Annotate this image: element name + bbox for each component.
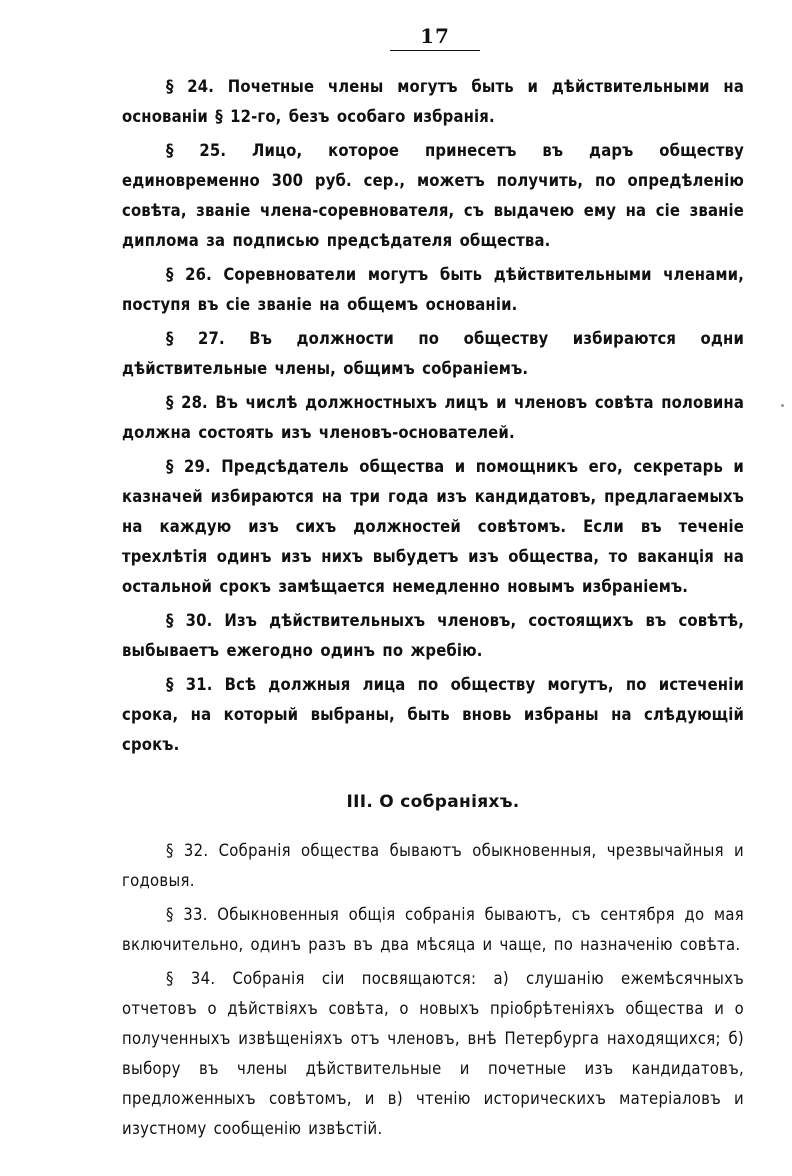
- document-body: [122, 72, 744, 1148]
- page-number: 17: [420, 24, 450, 48]
- paragraph-28: § 28. Въ числѣ должностныхъ лицъ и членовъ совѣта половина должна состоять изъ членовъ-основателей.: [122, 393, 744, 442]
- paragraph-24: § 24. Почетные члены могутъ быть и дѣйствительными на основаніи § 12-го, безъ особаго избранія.: [122, 77, 744, 126]
- paragraph-29: § 29. Предсѣдатель общества и помощникъ его, секретарь и казначей избираются на три года изъ кандидатовъ, предлагаемыхъ на каждую изъ сихъ должностей совѣтомъ. Если въ теченіе трехлѣтія одинъ изъ нихъ выбудетъ изъ общества, то ваканція на остальной срокъ замѣщается немедленно новымъ избраніемъ.: [122, 457, 744, 596]
- paragraph-31: § 31. Всѣ должныя лица по обществу могутъ, по истеченіи срока, на который выбраны, быть вновь избраны на слѣдующій срокъ.: [122, 675, 744, 754]
- paragraph-25: § 25. Лицо, которое принесетъ въ даръ обществу единовременно 300 руб. сер., можетъ получить, по опредѣленію совѣта, званіе члена-соревнователя, съ выдачею ему на сіе званіе диплома за подписью предсѣдателя общества.: [122, 141, 744, 250]
- paragraph-26: § 26. Соревнователи могутъ быть дѣйствительными членами, поступя въ сіе званіе на общемъ основаніи.: [122, 265, 744, 314]
- paragraph-30: § 30. Изъ дѣйствительныхъ членовъ, состоящихъ въ совѣтѣ, выбываетъ ежегодно одинъ по жребію.: [122, 611, 744, 660]
- section-heading: III. О собраніяхъ.: [346, 792, 520, 812]
- scan-speck: [781, 404, 784, 407]
- paragraph-32: § 32. Собранія общества бываютъ обыкновенныя, чрезвычайныя и годовыя.: [122, 841, 744, 890]
- paragraph-33: § 33. Обыкновенныя общія собранія бываютъ, съ сентября до мая включительно, одинъ разъ въ два мѣсяца и чаще, по назначенію совѣта.: [122, 905, 744, 954]
- paragraph-27: § 27. Въ должности по обществу избираются одни дѣйствительные члены, общимъ собраніемъ.: [122, 329, 744, 378]
- page-number-rule: [390, 50, 480, 51]
- paragraph-34: § 34. Собранія сіи посвящаются: а) слушанію ежемѣсячныхъ отчетовъ о дѣйствіяхъ совѣта, о новыхъ пріобрѣтеніяхъ общества и о полученныхъ извѣщеніяхъ отъ членовъ, внѣ Петербурга находящихся; б) выбору въ члены дѣйствительные и почетные изъ кандидатовъ, предложенныхъ совѣтомъ, и в) чтенію историческихъ матеріаловъ и изустному сообщенію извѣстій.: [122, 969, 744, 1138]
